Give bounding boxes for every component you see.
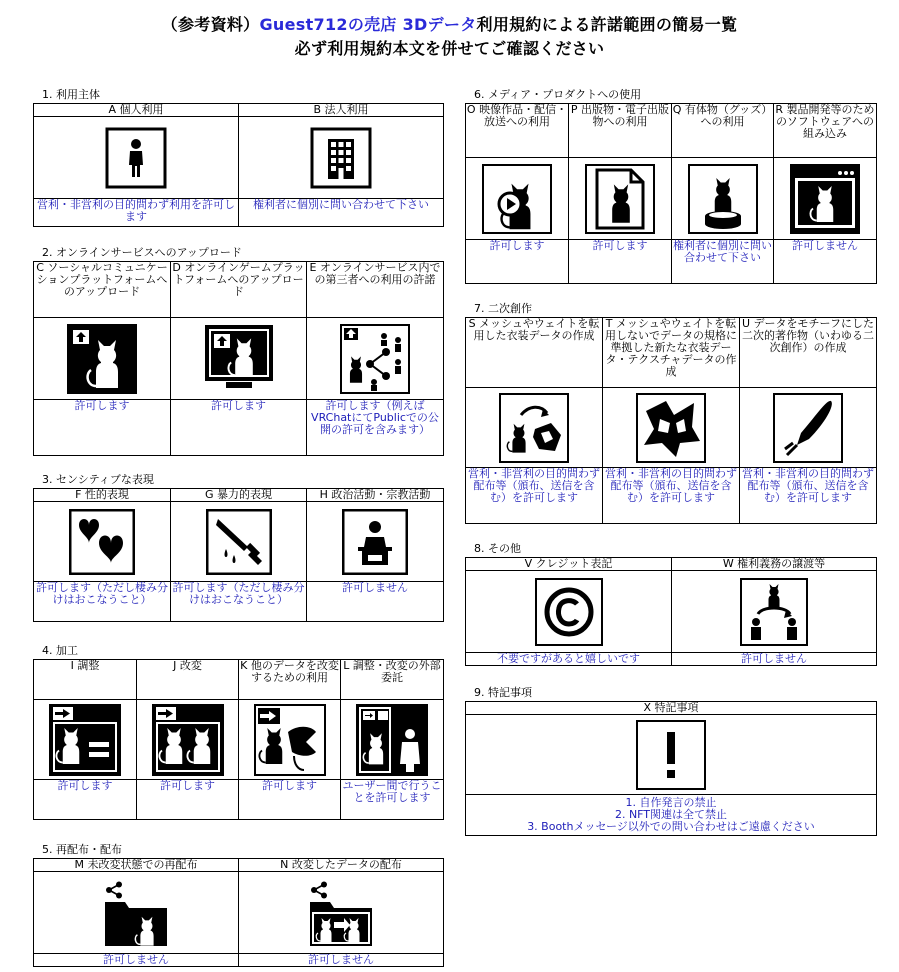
- header-adjust: I 調整: [34, 660, 137, 700]
- title-shop-name: Guest712の売店 3Dデータ: [259, 15, 477, 34]
- desc-distribute-modified: 許可しません: [239, 954, 444, 967]
- software-icon-cell: [774, 158, 877, 240]
- podium-icon: [342, 509, 408, 575]
- desc-sexual: 許可します（ただし棲み分けはおこなうこと）: [34, 582, 171, 622]
- usage-entity-table: [33, 103, 444, 227]
- adjust-icon: [49, 704, 121, 776]
- header-redistribute: M 未改変状態での再配布: [34, 859, 239, 872]
- upload-cat-icon: [67, 324, 137, 394]
- title-prefix: （参考資料）: [161, 15, 260, 34]
- desc-modify-other: 許可します: [239, 780, 341, 820]
- political-icon-cell: [307, 502, 444, 582]
- exclamation-icon: [636, 720, 706, 790]
- section-title-notes: 9. 特記事項: [474, 686, 532, 699]
- notes-list: [466, 795, 877, 836]
- desc-credit: 不要ですがあると嬉しいです: [466, 653, 672, 666]
- desc-corporate-use: 権利者に個別に問い合わせて下さい: [239, 199, 444, 227]
- header-game-platform: D オンラインゲームプラットフォームへのアップロード: [171, 262, 307, 318]
- violent-icon-cell: [171, 502, 307, 582]
- header-corporate-use: B 法人利用: [239, 104, 444, 117]
- section-title-sensitive: 3. センシティブな表現: [42, 473, 154, 486]
- desc-mesh-transfer: 営利・非営利の目的問わず配布等（頒布、送信を含む）を許可します: [466, 468, 603, 524]
- publication-icon: [585, 164, 655, 234]
- new-costume-icon: [636, 393, 706, 463]
- desc-social-platform: 許可します: [34, 400, 171, 456]
- section-title-media: 6. メディア・プロダクトへの使用: [474, 88, 642, 101]
- social-platform-icon-cell: [34, 318, 171, 400]
- note-item: 3. Boothメッセージ以外での問い合わせはご遠慮ください: [527, 820, 815, 833]
- goods-icon-cell: [672, 158, 774, 240]
- section-title-derivative: 7. 二次創作: [474, 302, 532, 315]
- desc-political: 許可しません: [307, 582, 444, 622]
- header-personal-use: A 個人利用: [34, 104, 239, 117]
- processing-table: [33, 659, 444, 820]
- building-icon: [310, 127, 372, 189]
- header-mesh-transfer: S メッシュやウェイトを転用した衣装データの作成: [466, 318, 603, 388]
- notes-icon-cell: [466, 715, 877, 795]
- title-suffix: 利用規約による許諾範囲の簡易一覧: [476, 15, 738, 34]
- desc-game-platform: 許可します: [171, 400, 307, 456]
- header-credit: V クレジット表記: [466, 558, 672, 571]
- header-sexual: F 性的表現: [34, 489, 171, 502]
- credit-icon-cell: [466, 571, 672, 653]
- modify-other-icon: [254, 704, 326, 776]
- section-title-distribution: 5. 再配布・配布: [42, 843, 122, 856]
- desc-redistribute: 許可しません: [34, 954, 239, 967]
- desc-goods: 権利者に個別に問い合わせて下さい: [672, 240, 774, 284]
- header-transfer-rights: W 権利義務の譲渡等: [672, 558, 877, 571]
- section-title-processing: 4. 加工: [42, 644, 78, 657]
- pen-icon: [773, 393, 843, 463]
- desc-third-party-license: 許可します（例えばVRChatにてPublicでの公開の許可を含みます）: [307, 400, 444, 456]
- desc-transfer-rights: 許可しません: [672, 653, 877, 666]
- transfer-icon: [740, 578, 808, 646]
- distribute-modified-icon-cell: [239, 872, 444, 954]
- desc-new-costume: 営利・非営利の目的問わず配布等（頒布、送信を含む）を許可します: [603, 468, 740, 524]
- header-publication: P 出版物・電子出版物への利用: [569, 104, 672, 158]
- corporate-use-icon-cell: [239, 117, 444, 199]
- sensitive-table: [33, 488, 444, 622]
- game-platform-icon-cell: [171, 318, 307, 400]
- desc-fan-work: 営利・非営利の目的問わず配布等（頒布、送信を含む）を許可します: [740, 468, 877, 524]
- section-title-other: 8. その他: [474, 542, 521, 555]
- header-political: H 政治活動・宗教活動: [307, 489, 444, 502]
- online-upload-table: [33, 261, 444, 456]
- video-icon: [482, 164, 552, 234]
- sexual-icon-cell: [34, 502, 171, 582]
- outsource-icon-cell: [341, 700, 444, 780]
- header-new-costume: T メッシュやウェイトを転用しないでデータの規格に準拠した新たな衣装データ・テクスチャデータの作成: [603, 318, 740, 388]
- desc-publication: 許可します: [569, 240, 672, 284]
- hearts-icon: [69, 509, 135, 575]
- software-icon: [790, 164, 860, 234]
- header-modify: J 改変: [137, 660, 239, 700]
- note-item: 1. 自作発言の禁止: [625, 796, 717, 809]
- distribution-table: [33, 858, 444, 967]
- new-costume-icon-cell: [603, 388, 740, 468]
- transfer-rights-icon-cell: [672, 571, 877, 653]
- header-video: O 映像作品・配信・放送への利用: [466, 104, 569, 158]
- desc-adjust: 許可します: [34, 780, 137, 820]
- mesh-transfer-icon-cell: [466, 388, 603, 468]
- figure-icon: [688, 164, 758, 234]
- header-goods: Q 有体物（グッズ）への利用: [672, 104, 774, 158]
- third-party-icon-cell: [307, 318, 444, 400]
- desc-video: 許可します: [466, 240, 569, 284]
- redistribute-icon-cell: [34, 872, 239, 954]
- desc-violent: 許可します（ただし棲み分けはおこなうこと）: [171, 582, 307, 622]
- video-icon-cell: [466, 158, 569, 240]
- other-table: [465, 557, 877, 666]
- distribute-modified-icon: [306, 878, 376, 948]
- personal-use-icon-cell: [34, 117, 239, 199]
- adjust-icon-cell: [34, 700, 137, 780]
- note-item: 2. NFT関連は全て禁止: [614, 808, 728, 821]
- header-fan-work: U データをモチーフにした二次的著作物（いわゆる二次創作）の作成: [740, 318, 877, 388]
- page-subtitle: 必ず利用規約本文を併せてご確認ください: [294, 39, 605, 58]
- outsource-icon: [356, 704, 428, 776]
- knife-icon: [206, 509, 272, 575]
- upload-share-icon: [340, 324, 410, 394]
- section-title-usage-entity: 1. 利用主体: [42, 88, 100, 101]
- modify-icon-cell: [137, 700, 239, 780]
- mesh-transfer-icon: [499, 393, 569, 463]
- header-outsource: L 調整・改変の外部委託: [341, 660, 444, 700]
- section-title-online-upload: 2. オンラインサービスへのアップロード: [42, 246, 242, 259]
- header-social-platform: C ソーシャルコミュニケーションプラットフォームへのアップロード: [34, 262, 171, 318]
- person-icon: [105, 127, 167, 189]
- header-modify-other: K 他のデータを改変するための利用: [239, 660, 341, 700]
- derivative-table: [465, 317, 877, 524]
- header-special-notes: X 特記事項: [466, 702, 877, 715]
- upload-monitor-icon: [204, 324, 274, 394]
- modify-other-icon-cell: [239, 700, 341, 780]
- desc-outsource: ユーザー間で行うことを許可します: [341, 780, 444, 820]
- header-distribute-modified: N 改変したデータの配布: [239, 859, 444, 872]
- redistribute-icon: [101, 878, 171, 948]
- page-title: [0, 12, 899, 35]
- header-software: R 製品開発等のためのソフトウェアへの組み込み: [774, 104, 877, 158]
- header-violent: G 暴力的表現: [171, 489, 307, 502]
- publication-icon-cell: [569, 158, 672, 240]
- copyright-icon: [535, 578, 603, 646]
- header-third-party-license: E オンラインサービス内での第三者への利用の許諾: [307, 262, 444, 318]
- desc-software: 許可しません: [774, 240, 877, 284]
- desc-modify: 許可します: [137, 780, 239, 820]
- modify-icon: [152, 704, 224, 776]
- fan-work-icon-cell: [740, 388, 877, 468]
- media-table: [465, 103, 877, 284]
- notes-table: [465, 701, 877, 836]
- desc-personal-use: 営利・非営利の目的問わず利用を許可します: [34, 199, 239, 227]
